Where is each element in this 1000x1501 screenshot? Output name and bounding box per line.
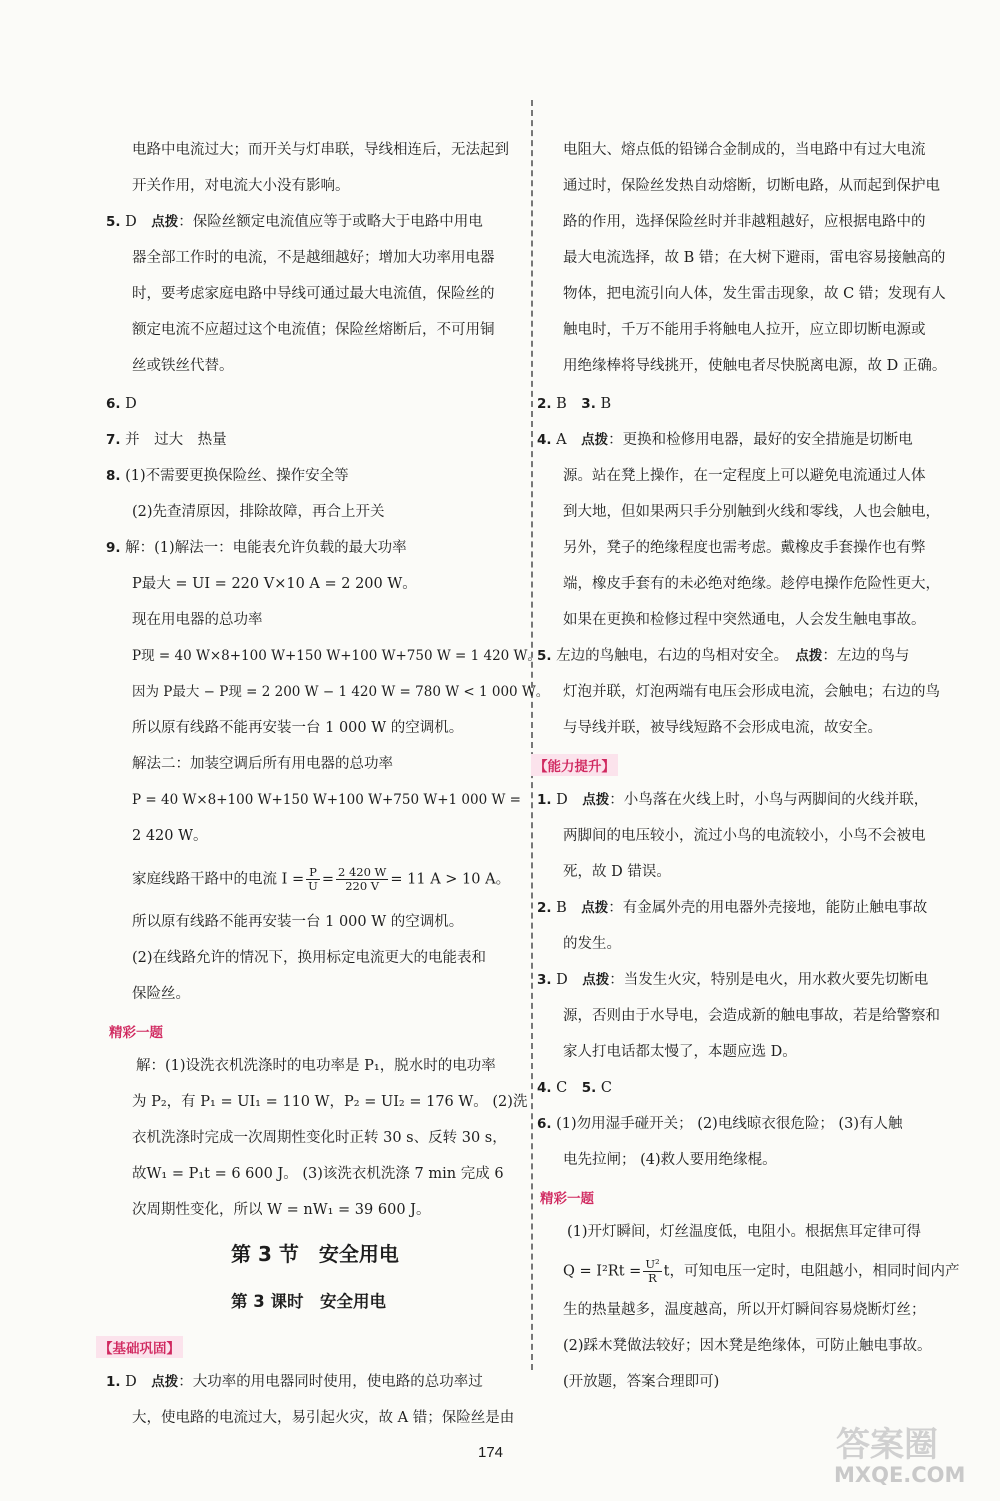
watermark-text: 答案圈 <box>836 1425 938 1465</box>
text-line: 解法二：加装空调后所有用电器的总功率 <box>132 756 393 772</box>
question-7: 7. 并 过大 热量 <box>106 432 227 448</box>
text-line: 到大地，但如果两只手分别触到火线和零线，人也会触电， <box>563 504 940 520</box>
question-5: 5. D 点拨：保险丝额定电流值应等于或略大于电路中用电 <box>106 214 483 230</box>
text-line: 电路中电流过大；而开关与灯串联，导线相连后，无法起到 <box>132 142 509 158</box>
section-label-jingcai: 精彩一题 <box>109 1025 163 1041</box>
text-line: 2 420 W。 <box>132 828 208 844</box>
text-line: (2)踩木凳做法较好；因木凳是绝缘体，可防止触电事故。 <box>563 1338 932 1354</box>
text-line: 所以原有线路不能再安装一台 1 000 W 的空调机。 <box>132 914 464 930</box>
fraction: $\frac{2 420 W}{220 V}$ <box>337 865 387 893</box>
question-8: 8. (1)不需要更换保险丝、操作安全等 <box>106 468 349 484</box>
text-line: 灯泡并联，灯泡两端有电压会形成电流，会触电；右边的鸟 <box>563 684 940 700</box>
text-line: 源。站在凳上操作，在一定程度上可以避免电流通过人体 <box>563 468 926 484</box>
text-line: 两脚间的电压较小，流过小鸟的电流较小，小鸟不会被电 <box>563 828 926 844</box>
text-line: 额定电流不应超过这个电流值；保险丝熔断后，不可用铜 <box>132 322 495 338</box>
text-line: 触电时，千万不能用手将触电人拉开，应立即切断电源或 <box>563 322 926 338</box>
text-line: 时，要考虑家庭电路中导线可通过最大电流值，保险丝的 <box>132 286 495 302</box>
text-line: 大，使电路的电流过大，易引起火灾，故 A 错；保险丝是由 <box>132 1410 515 1426</box>
text-line: (1)开灯瞬间，灯丝温度低，电阻小。根据焦耳定律可得 <box>567 1224 922 1240</box>
ability-question-1: 1. D 点拨：小鸟落在火线上时，小鸟与两脚间的火线并联， <box>537 792 929 808</box>
text-line: (2)先查清原因，排除故障，再合上开关 <box>132 504 385 520</box>
text-line: 路的作用，选择保险丝时并非越粗越好，应根据电路中的 <box>563 214 926 230</box>
text-line: 端，橡皮手套有的未必绝对绝缘。趁停电操作危险性更大， <box>563 576 940 592</box>
question-4: 4. A 点拨：更换和检修用电器，最好的安全措施是切断电 <box>537 432 913 448</box>
watermark-url: MXQE.COM <box>834 1463 966 1487</box>
text-line: 与导线并联，被导线短路不会形成电流，故安全。 <box>563 720 882 736</box>
section-label-jingcai: 精彩一题 <box>540 1191 594 1207</box>
formula-line: P = 40 W×8+100 W+150 W+100 W+750 W+1 000 W = <box>132 792 521 808</box>
joule-formula: Q = I²Rt = $\frac{\text{U²}}{R}$ t，可知电压一定时，电阻越小，相同时间内产 <box>563 1257 960 1285</box>
text-line: 丝或铁丝代替。 <box>132 358 234 374</box>
lesson-title: 第 3 课时 安全用电 <box>231 1292 386 1311</box>
text-line: 家人打电话都太慢了，本题应选 D。 <box>563 1044 797 1060</box>
section-title: 第 3 节 安全用电 <box>231 1242 399 1266</box>
text-line: 电先拉闸； (4)救人要用绝缘棍。 <box>563 1152 777 1168</box>
text-line: 电阻大、熔点低的铅锑合金制成的，当电路中有过大电流 <box>563 142 926 158</box>
column-divider <box>531 100 533 1370</box>
text-line: 保险丝。 <box>132 986 190 1002</box>
page-number: 174 <box>478 1444 504 1461</box>
text-line: 故W₁ = P₁t = 6 600 J。 (3)该洗衣机洗涤 7 min 完成 6 <box>132 1166 504 1182</box>
ability-question-6: 6. (1)勿用湿手碰开关； (2)电线晾衣很危险； (3)有人触 <box>537 1116 903 1132</box>
formula-line: 因为 P最大 − P现 = 2 200 W − 1 420 W = 780 W < 1 000 W。 <box>132 684 550 700</box>
question-6: 6. D <box>106 396 137 412</box>
question-5: 5. 左边的鸟触电，右边的鸟相对安全。 点拨：左边的鸟与 <box>537 648 910 664</box>
text-line: 死，故 D 错误。 <box>563 864 671 880</box>
fraction: $\frac{\text{U²}}{R}$ <box>645 1257 660 1285</box>
text-line: 源，否则由于水导电，会造成新的触电事故，若是给警察和 <box>563 1008 940 1024</box>
basic-question-1: 1. D 点拨：大功率的用电器同时使用，使电路的总功率过 <box>106 1374 483 1390</box>
text-line: 为 P₂，有 P₁ = UI₁ = 110 W，P₂ = UI₂ = 176 W。 (2)洗 <box>132 1094 528 1110</box>
section-label-jichu: 【基础巩固】 <box>96 1336 183 1358</box>
text-line: 物体，把电流引向人体，发生雷击现象，故 C 错；发现有人 <box>563 286 946 302</box>
ability-question-3: 3. D 点拨：当发生火灾，特别是电火，用水救火要先切断电 <box>537 972 929 988</box>
watermark-logo <box>830 1418 970 1488</box>
text-line: 所以原有线路不能再安装一台 1 000 W 的空调机。 <box>132 720 464 736</box>
text-line: (开放题，答案合理即可) <box>563 1374 720 1390</box>
text-line: 次周期性变化，所以 W = nW₁ = 39 600 J。 <box>132 1202 431 1218</box>
text-line: 衣机洗涤时完成一次周期性变化时正转 30 s、反转 30 s， <box>132 1130 507 1146</box>
current-formula: 家庭线路干路中的电流 I = $\frac{P}{U}$ = $\frac{2 420 W}{220 V}$ = 11 A > 10 A。 <box>132 865 511 893</box>
questions-2-3: 2. B 3. B <box>537 396 612 412</box>
ability-question-2: 2. B 点拨：有金属外壳的用电器外壳接地，能防止触电事故 <box>537 900 928 916</box>
text-line: 最大电流选择，故 B 错；在大树下避雨，雷电容易接触高的 <box>563 250 946 266</box>
text-line: 生的热量越多，温度越高，所以开灯瞬间容易烧断灯丝； <box>563 1302 926 1318</box>
text-line: 另外，凳子的绝缘程度也需考虑。戴橡皮手套操作也有弊 <box>563 540 926 556</box>
ability-questions-4-5: 4. C 5. C <box>537 1080 612 1096</box>
text-line: 解：(1)设洗衣机洗涤时的电功率是 P₁，脱水时的电功率 <box>136 1058 496 1074</box>
text-line: 如果在更换和检修过程中突然通电，人会发生触电事故。 <box>563 612 926 628</box>
text-line: 器全部工作时的电流，不是越细越好；增加大功率用电器 <box>132 250 495 266</box>
text-line: 现在用电器的总功率 <box>132 612 263 628</box>
formula-line: P现 = 40 W×8+100 W+150 W+100 W+750 W = 1 420 W。 <box>132 648 541 664</box>
text-line: 用绝缘棒将导线挑开，使触电者尽快脱离电源，故 D 正确。 <box>563 358 947 374</box>
text-line: 开关作用，对电流大小没有影响。 <box>132 178 350 194</box>
section-label-nengli: 【能力提升】 <box>531 754 618 776</box>
text-line: 的发生。 <box>563 936 621 952</box>
question-9: 9. 解：(1)解法一：电能表允许负载的最大功率 <box>106 540 407 556</box>
formula-line: P最大 = UI = 220 V×10 A = 2 200 W。 <box>132 576 417 592</box>
fraction: $\frac{P}{U}$ <box>308 865 318 893</box>
text-line: 通过时，保险丝发热自动熔断，切断电路，从而起到保护电 <box>563 178 940 194</box>
text-line: (2)在线路允许的情况下，换用标定电流更大的电能表和 <box>132 950 487 966</box>
